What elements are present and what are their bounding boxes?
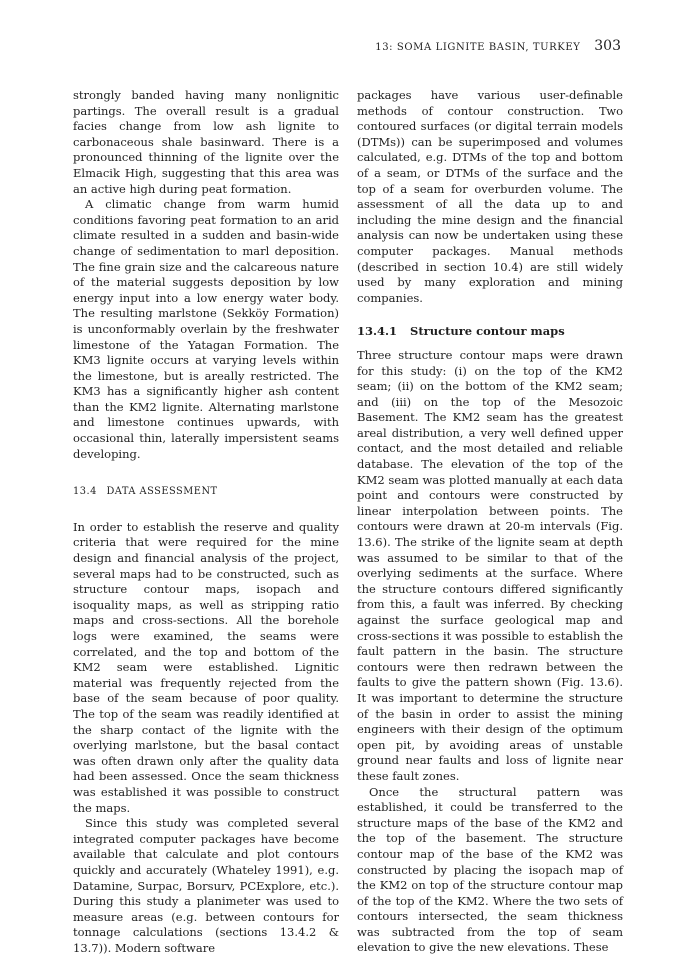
- subsection-heading: [357, 324, 623, 340]
- paragraph: packages have various user-definable methods of contour construction. Two contoured surfaces (or digital terrain models (DTMs)) can be superimposed and volumes calculated, e.g. DTMs of the top and bottom of a seam, or DTMs of the surface and the top of a seam for overburden volume. The assessment of all the data up to and including the mine design and the financial analysis can now be undertaken using these computer packages. Manual methods (described in section 10.4) are still widely used by many exploration and mining companies.: [357, 88, 623, 305]
- paragraph: Since this study was completed several integrated computer packages have become available that calculate and plot contours quickly and accurately (Whateley 1991), e.g. Datamine, Surpac, Borsurv, PCExplore, etc.). During this study a planimeter was used to measure areas (e.g. between contours for tonnage calculations (sections 13.4.2 & 13.7)). Modern software: [73, 816, 339, 955]
- section-title: DATA ASSESSMENT: [106, 486, 218, 498]
- left-column: [73, 88, 339, 956]
- section-number: 13.4: [73, 486, 97, 498]
- paragraph: Three structure contour maps were drawn for this study: (i) on the top of the KM2 seam; (ii) on the bottom of the KM2 seam; and (iii) on the top of the Mesozoic Basement. The KM2 seam has the greatest areal distribution, a very well defined upper contact, and the most detailed and reliable database. The elevation of the top of the KM2 seam was plotted manually at each data point and contours were constructed by linear interpolation between points. The contours were drawn at 20-m intervals (Fig. 13.6). The strike of the lignite seam at depth was assumed to be similar to that of the overlying sediments at the surface. Where the structure contours differed significantly from this, a fault was inferred. By checking against the surface geological map and cross-sections it was possible to establish the fault pattern in the basin. The structure contours were then redrawn between the faults to give the pattern shown (Fig. 13.6). It was important to determine the structure of the basin in order to assist the mining engineers with their design of the optimum open pit, by avoiding areas of unstable ground near faults and loss of lignite near these fault zones.: [357, 347, 623, 783]
- subsection-title: Structure contour maps: [410, 324, 565, 339]
- page-number: 303: [594, 38, 621, 54]
- paragraph: strongly banded having many nonlignitic partings. The overall result is a gradual facies change from low ash lignite to carbonaceous shale basinward. There is a pronounced thinning of the lignite over the Elmacik High, suggesting that this area was an active high during peat formation.: [73, 88, 339, 196]
- right-column: [357, 88, 623, 956]
- paragraph: A climatic change from warm humid conditions favoring peat formation to an arid climate resulted in a sudden and basin-wide change of sedimentation to marl deposition. The fine grain size and the calcareous nature of the material suggests deposition by low energy input into a low energy water body. The resulting marlstone (Sekköy Formation) is unconformably overlain by the freshwater limestone of the Yatagan Formation. The KM3 lignite occurs at varying levels within the limestone, but is areally restricted. The KM3 has a significantly higher ash content than the KM2 lignite. Alternating marlstone and limestone continues upwards, with occasional thin, laterally impersistent seams developing.: [73, 197, 339, 461]
- running-title: 13: SOMA LIGNITE BASIN, TURKEY: [375, 42, 581, 53]
- paragraph: In order to establish the reserve and quality criteria that were required for the mine design and financial analysis of the project, several maps had to be constructed, such as structure contour maps, isopach and isoquality maps, as well as stripping ratio maps and cross-sections. All the borehole logs were examined, the seams were correlated, and the top and bottom of the KM2 seam were established. Lignitic material was frequently rejected from the base of the seam because of poor quality. The top of the seam was readily identified at the sharp contact of the lignite with the overlying marlstone, but the basal contact was often drawn only after the quality data had been assessed. Once the seam thickness was established it was possible to construct the maps.: [73, 519, 339, 815]
- section-heading: [73, 484, 339, 500]
- paragraph: Once the structural pattern was established, it could be transferred to the structure maps of the base of the KM2 and the top of the basement. The structure contour map of the base of the KM2 was constructed by placing the isopach map of the KM2 on top of the structure contour map of the top of the KM2. Where the two sets of contours intersected, the seam thickness was subtracted from the top of seam elevation to give the new elevations. These: [357, 784, 623, 955]
- running-header: [61, 38, 621, 54]
- subsection-number: 13.4.1: [357, 324, 398, 339]
